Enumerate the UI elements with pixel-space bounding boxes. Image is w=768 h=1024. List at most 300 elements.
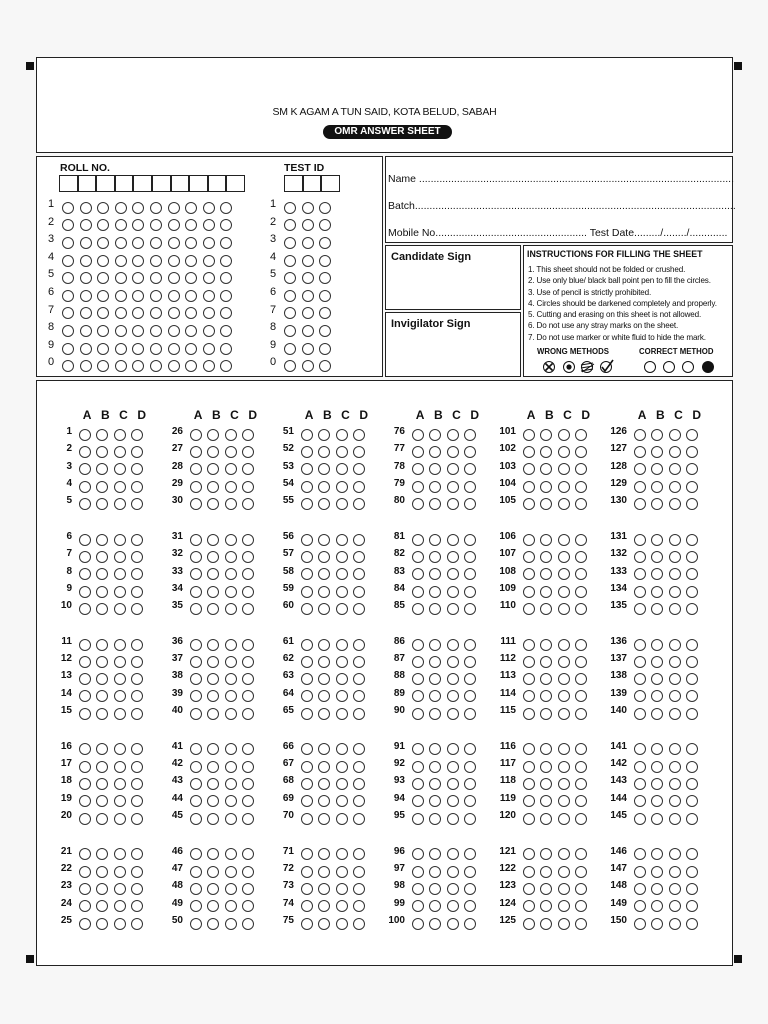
answer-bubble-c[interactable] [447,446,459,458]
answer-bubble-d[interactable] [686,639,698,651]
answer-bubble-a[interactable] [634,900,646,912]
answer-bubble-d[interactable] [242,429,254,441]
answer-bubble-d[interactable] [575,918,587,930]
answer-bubble-d[interactable] [464,446,476,458]
answer-bubble-b[interactable] [540,866,552,878]
answer-bubble-b[interactable] [540,813,552,825]
roll-digit-box[interactable] [115,175,134,192]
answer-bubble-b[interactable] [207,866,219,878]
answer-bubble-d[interactable] [464,690,476,702]
roll-bubble[interactable] [185,272,197,284]
answer-bubble-b[interactable] [651,498,663,510]
roll-bubble[interactable] [80,325,92,337]
answer-bubble-d[interactable] [575,813,587,825]
answer-bubble-c[interactable] [558,586,570,598]
answer-bubble-a[interactable] [301,708,313,720]
answer-bubble-d[interactable] [575,761,587,773]
answer-bubble-a[interactable] [412,778,424,790]
answer-bubble-d[interactable] [131,690,143,702]
answer-bubble-c[interactable] [669,429,681,441]
answer-bubble-c[interactable] [114,551,126,563]
answer-bubble-d[interactable] [686,761,698,773]
answer-bubble-b[interactable] [651,761,663,773]
answer-bubble-b[interactable] [651,900,663,912]
answer-bubble-c[interactable] [447,866,459,878]
answer-bubble-c[interactable] [114,708,126,720]
answer-bubble-a[interactable] [79,761,91,773]
answer-bubble-d[interactable] [575,708,587,720]
answer-bubble-b[interactable] [651,848,663,860]
answer-bubble-b[interactable] [429,639,441,651]
answer-bubble-c[interactable] [225,813,237,825]
answer-bubble-c[interactable] [558,656,570,668]
answer-bubble-b[interactable] [651,481,663,493]
answer-bubble-a[interactable] [523,918,535,930]
roll-digit-box[interactable] [78,175,97,192]
answer-bubble-c[interactable] [558,761,570,773]
roll-bubble[interactable] [132,237,144,249]
answer-bubble-a[interactable] [190,743,202,755]
roll-bubble[interactable] [115,255,127,267]
answer-bubble-d[interactable] [353,813,365,825]
answer-bubble-c[interactable] [669,761,681,773]
roll-bubble[interactable] [168,360,180,372]
answer-bubble-d[interactable] [353,551,365,563]
answer-bubble-c[interactable] [558,918,570,930]
answer-bubble-c[interactable] [336,813,348,825]
roll-bubble[interactable] [185,307,197,319]
answer-bubble-d[interactable] [575,481,587,493]
answer-bubble-c[interactable] [225,918,237,930]
roll-bubble[interactable] [62,307,74,319]
answer-bubble-b[interactable] [318,551,330,563]
answer-bubble-c[interactable] [447,429,459,441]
roll-bubble[interactable] [220,272,232,284]
roll-bubble[interactable] [168,343,180,355]
answer-bubble-b[interactable] [207,813,219,825]
answer-bubble-d[interactable] [686,673,698,685]
answer-bubble-d[interactable] [464,534,476,546]
roll-bubble[interactable] [203,219,215,231]
answer-bubble-a[interactable] [634,639,646,651]
answer-bubble-d[interactable] [242,918,254,930]
answer-bubble-b[interactable] [540,778,552,790]
answer-bubble-b[interactable] [651,586,663,598]
roll-bubble[interactable] [132,307,144,319]
answer-bubble-d[interactable] [464,813,476,825]
answer-bubble-b[interactable] [318,498,330,510]
answer-bubble-b[interactable] [207,656,219,668]
answer-bubble-c[interactable] [669,883,681,895]
answer-bubble-d[interactable] [131,603,143,615]
test_id-bubble[interactable] [302,343,314,355]
answer-bubble-c[interactable] [225,568,237,580]
answer-bubble-b[interactable] [207,918,219,930]
answer-bubble-d[interactable] [575,883,587,895]
roll-bubble[interactable] [168,219,180,231]
answer-bubble-c[interactable] [336,690,348,702]
roll-bubble[interactable] [168,272,180,284]
answer-bubble-d[interactable] [464,586,476,598]
answer-bubble-b[interactable] [429,761,441,773]
answer-bubble-a[interactable] [79,498,91,510]
answer-bubble-a[interactable] [412,586,424,598]
roll-bubble[interactable] [185,325,197,337]
answer-bubble-c[interactable] [669,690,681,702]
answer-bubble-c[interactable] [447,918,459,930]
answer-bubble-b[interactable] [96,743,108,755]
roll-bubble[interactable] [203,202,215,214]
answer-bubble-a[interactable] [79,883,91,895]
answer-bubble-d[interactable] [686,900,698,912]
answer-bubble-b[interactable] [96,551,108,563]
answer-bubble-b[interactable] [429,883,441,895]
roll-bubble[interactable] [185,202,197,214]
answer-bubble-a[interactable] [523,534,535,546]
answer-bubble-c[interactable] [336,551,348,563]
answer-bubble-b[interactable] [651,429,663,441]
roll-bubble[interactable] [62,290,74,302]
roll-bubble[interactable] [80,237,92,249]
answer-bubble-d[interactable] [464,761,476,773]
answer-bubble-d[interactable] [131,795,143,807]
answer-bubble-b[interactable] [429,848,441,860]
answer-bubble-d[interactable] [242,778,254,790]
answer-bubble-b[interactable] [651,639,663,651]
answer-bubble-d[interactable] [353,778,365,790]
answer-bubble-b[interactable] [651,673,663,685]
answer-bubble-c[interactable] [114,778,126,790]
roll-bubble[interactable] [132,343,144,355]
answer-bubble-c[interactable] [225,848,237,860]
answer-bubble-d[interactable] [131,778,143,790]
answer-bubble-b[interactable] [540,603,552,615]
answer-bubble-a[interactable] [190,708,202,720]
roll-bubble[interactable] [220,360,232,372]
answer-bubble-a[interactable] [412,481,424,493]
answer-bubble-b[interactable] [429,708,441,720]
answer-bubble-b[interactable] [540,463,552,475]
answer-bubble-c[interactable] [447,673,459,685]
answer-bubble-a[interactable] [523,639,535,651]
answer-bubble-d[interactable] [575,568,587,580]
answer-bubble-b[interactable] [96,900,108,912]
answer-bubble-d[interactable] [242,446,254,458]
answer-bubble-d[interactable] [353,883,365,895]
answer-bubble-c[interactable] [114,446,126,458]
answer-bubble-a[interactable] [634,848,646,860]
answer-bubble-a[interactable] [301,586,313,598]
roll-bubble[interactable] [97,219,109,231]
answer-bubble-a[interactable] [634,813,646,825]
answer-bubble-c[interactable] [225,761,237,773]
answer-bubble-b[interactable] [318,656,330,668]
roll-bubble[interactable] [132,202,144,214]
answer-bubble-c[interactable] [114,900,126,912]
answer-bubble-b[interactable] [540,586,552,598]
answer-bubble-c[interactable] [558,690,570,702]
answer-bubble-d[interactable] [686,551,698,563]
answer-bubble-c[interactable] [558,883,570,895]
answer-bubble-d[interactable] [131,900,143,912]
answer-bubble-c[interactable] [558,481,570,493]
answer-bubble-d[interactable] [686,656,698,668]
answer-bubble-d[interactable] [575,534,587,546]
answer-bubble-b[interactable] [429,866,441,878]
answer-bubble-d[interactable] [686,481,698,493]
answer-bubble-b[interactable] [540,918,552,930]
answer-bubble-d[interactable] [464,568,476,580]
answer-bubble-d[interactable] [242,883,254,895]
answer-bubble-b[interactable] [540,900,552,912]
answer-bubble-d[interactable] [575,586,587,598]
answer-bubble-a[interactable] [634,498,646,510]
answer-bubble-b[interactable] [540,656,552,668]
answer-bubble-c[interactable] [558,778,570,790]
answer-bubble-d[interactable] [353,918,365,930]
answer-bubble-d[interactable] [575,656,587,668]
roll-bubble[interactable] [220,290,232,302]
roll-bubble[interactable] [132,255,144,267]
answer-bubble-a[interactable] [301,883,313,895]
roll-bubble[interactable] [203,343,215,355]
answer-bubble-b[interactable] [429,603,441,615]
answer-bubble-d[interactable] [353,568,365,580]
answer-bubble-c[interactable] [336,778,348,790]
answer-bubble-b[interactable] [651,534,663,546]
answer-bubble-a[interactable] [523,568,535,580]
answer-bubble-b[interactable] [318,673,330,685]
answer-bubble-c[interactable] [558,813,570,825]
answer-bubble-d[interactable] [353,866,365,878]
answer-bubble-c[interactable] [669,639,681,651]
answer-bubble-c[interactable] [558,568,570,580]
answer-bubble-c[interactable] [225,673,237,685]
test_id-bubble[interactable] [319,343,331,355]
roll-bubble[interactable] [185,343,197,355]
answer-bubble-d[interactable] [575,429,587,441]
answer-bubble-a[interactable] [190,481,202,493]
answer-bubble-b[interactable] [540,690,552,702]
answer-bubble-b[interactable] [540,743,552,755]
answer-bubble-c[interactable] [114,883,126,895]
candidate-sign-box[interactable] [385,245,521,310]
answer-bubble-c[interactable] [669,463,681,475]
answer-bubble-b[interactable] [651,690,663,702]
answer-bubble-c[interactable] [225,534,237,546]
roll-bubble[interactable] [97,202,109,214]
answer-bubble-a[interactable] [634,866,646,878]
roll-bubble[interactable] [220,202,232,214]
answer-bubble-a[interactable] [412,498,424,510]
answer-bubble-d[interactable] [464,463,476,475]
test_id-digit-box[interactable] [284,175,303,192]
roll-bubble[interactable] [115,219,127,231]
test_id-bubble[interactable] [302,307,314,319]
answer-bubble-a[interactable] [190,900,202,912]
roll-bubble[interactable] [115,237,127,249]
answer-bubble-d[interactable] [464,795,476,807]
answer-bubble-c[interactable] [336,900,348,912]
test_id-bubble[interactable] [284,290,296,302]
answer-bubble-d[interactable] [575,673,587,685]
answer-bubble-d[interactable] [242,795,254,807]
answer-bubble-d[interactable] [242,534,254,546]
answer-bubble-c[interactable] [558,673,570,685]
roll-bubble[interactable] [115,307,127,319]
answer-bubble-a[interactable] [523,900,535,912]
roll-bubble[interactable] [150,343,162,355]
answer-bubble-c[interactable] [114,743,126,755]
roll-bubble[interactable] [220,307,232,319]
answer-bubble-c[interactable] [114,761,126,773]
answer-bubble-c[interactable] [447,568,459,580]
answer-bubble-c[interactable] [558,639,570,651]
answer-bubble-a[interactable] [634,568,646,580]
answer-bubble-b[interactable] [318,534,330,546]
answer-bubble-d[interactable] [353,498,365,510]
answer-bubble-c[interactable] [114,795,126,807]
answer-bubble-a[interactable] [79,866,91,878]
answer-bubble-d[interactable] [353,429,365,441]
answer-bubble-d[interactable] [686,568,698,580]
answer-bubble-c[interactable] [225,866,237,878]
answer-bubble-d[interactable] [242,743,254,755]
roll-bubble[interactable] [80,255,92,267]
answer-bubble-c[interactable] [225,778,237,790]
answer-bubble-c[interactable] [225,463,237,475]
answer-bubble-b[interactable] [207,673,219,685]
answer-bubble-c[interactable] [447,778,459,790]
answer-bubble-b[interactable] [651,813,663,825]
answer-bubble-b[interactable] [207,708,219,720]
answer-bubble-d[interactable] [575,743,587,755]
answer-bubble-b[interactable] [318,778,330,790]
answer-bubble-b[interactable] [96,866,108,878]
answer-bubble-c[interactable] [114,463,126,475]
answer-bubble-b[interactable] [207,603,219,615]
roll-bubble[interactable] [97,360,109,372]
answer-bubble-a[interactable] [301,534,313,546]
answer-bubble-b[interactable] [207,481,219,493]
answer-bubble-b[interactable] [540,446,552,458]
answer-bubble-d[interactable] [686,446,698,458]
answer-bubble-a[interactable] [79,429,91,441]
answer-bubble-b[interactable] [429,534,441,546]
answer-bubble-c[interactable] [447,639,459,651]
roll-bubble[interactable] [168,202,180,214]
roll-bubble[interactable] [220,219,232,231]
roll-bubble[interactable] [132,290,144,302]
answer-bubble-d[interactable] [686,429,698,441]
roll-bubble[interactable] [150,307,162,319]
test_id-bubble[interactable] [284,307,296,319]
answer-bubble-b[interactable] [651,866,663,878]
roll-bubble[interactable] [150,202,162,214]
answer-bubble-a[interactable] [190,429,202,441]
answer-bubble-c[interactable] [669,743,681,755]
answer-bubble-c[interactable] [114,498,126,510]
answer-bubble-d[interactable] [242,586,254,598]
answer-bubble-b[interactable] [96,586,108,598]
answer-bubble-a[interactable] [634,603,646,615]
answer-bubble-c[interactable] [225,883,237,895]
roll-bubble[interactable] [150,237,162,249]
answer-bubble-b[interactable] [96,778,108,790]
answer-bubble-c[interactable] [336,883,348,895]
answer-bubble-a[interactable] [523,761,535,773]
test_id-bubble[interactable] [302,360,314,372]
answer-bubble-b[interactable] [96,813,108,825]
answer-bubble-d[interactable] [353,743,365,755]
answer-bubble-a[interactable] [301,568,313,580]
answer-bubble-d[interactable] [242,761,254,773]
answer-bubble-b[interactable] [651,795,663,807]
test_id-bubble[interactable] [319,219,331,231]
batch-field[interactable]: Batch.............................................................................................................. [388,200,736,212]
answer-bubble-d[interactable] [464,883,476,895]
answer-bubble-c[interactable] [336,743,348,755]
roll-digit-box[interactable] [152,175,171,192]
roll-bubble[interactable] [132,360,144,372]
answer-bubble-d[interactable] [242,673,254,685]
answer-bubble-b[interactable] [318,639,330,651]
answer-bubble-d[interactable] [686,778,698,790]
answer-bubble-a[interactable] [412,918,424,930]
roll-bubble[interactable] [62,360,74,372]
roll-digit-box[interactable] [133,175,152,192]
answer-bubble-b[interactable] [96,883,108,895]
answer-bubble-b[interactable] [318,900,330,912]
answer-bubble-d[interactable] [575,795,587,807]
answer-bubble-b[interactable] [96,446,108,458]
answer-bubble-b[interactable] [429,463,441,475]
answer-bubble-c[interactable] [558,463,570,475]
answer-bubble-d[interactable] [686,918,698,930]
answer-bubble-b[interactable] [207,690,219,702]
answer-bubble-b[interactable] [96,656,108,668]
answer-bubble-c[interactable] [336,639,348,651]
answer-bubble-a[interactable] [79,900,91,912]
answer-bubble-d[interactable] [353,586,365,598]
answer-bubble-c[interactable] [669,813,681,825]
roll-bubble[interactable] [97,343,109,355]
roll-bubble[interactable] [97,237,109,249]
answer-bubble-c[interactable] [447,848,459,860]
roll-bubble[interactable] [220,237,232,249]
test_id-bubble[interactable] [319,307,331,319]
answer-bubble-b[interactable] [429,656,441,668]
roll-bubble[interactable] [185,360,197,372]
answer-bubble-b[interactable] [96,795,108,807]
answer-bubble-b[interactable] [318,481,330,493]
answer-bubble-a[interactable] [634,778,646,790]
answer-bubble-b[interactable] [540,534,552,546]
answer-bubble-c[interactable] [558,498,570,510]
roll-bubble[interactable] [203,360,215,372]
answer-bubble-c[interactable] [114,603,126,615]
answer-bubble-b[interactable] [651,656,663,668]
answer-bubble-b[interactable] [429,778,441,790]
answer-bubble-a[interactable] [523,586,535,598]
answer-bubble-b[interactable] [540,551,552,563]
roll-bubble[interactable] [115,290,127,302]
roll-bubble[interactable] [150,290,162,302]
answer-bubble-c[interactable] [669,708,681,720]
answer-bubble-a[interactable] [523,848,535,860]
answer-bubble-c[interactable] [114,673,126,685]
answer-bubble-a[interactable] [190,568,202,580]
